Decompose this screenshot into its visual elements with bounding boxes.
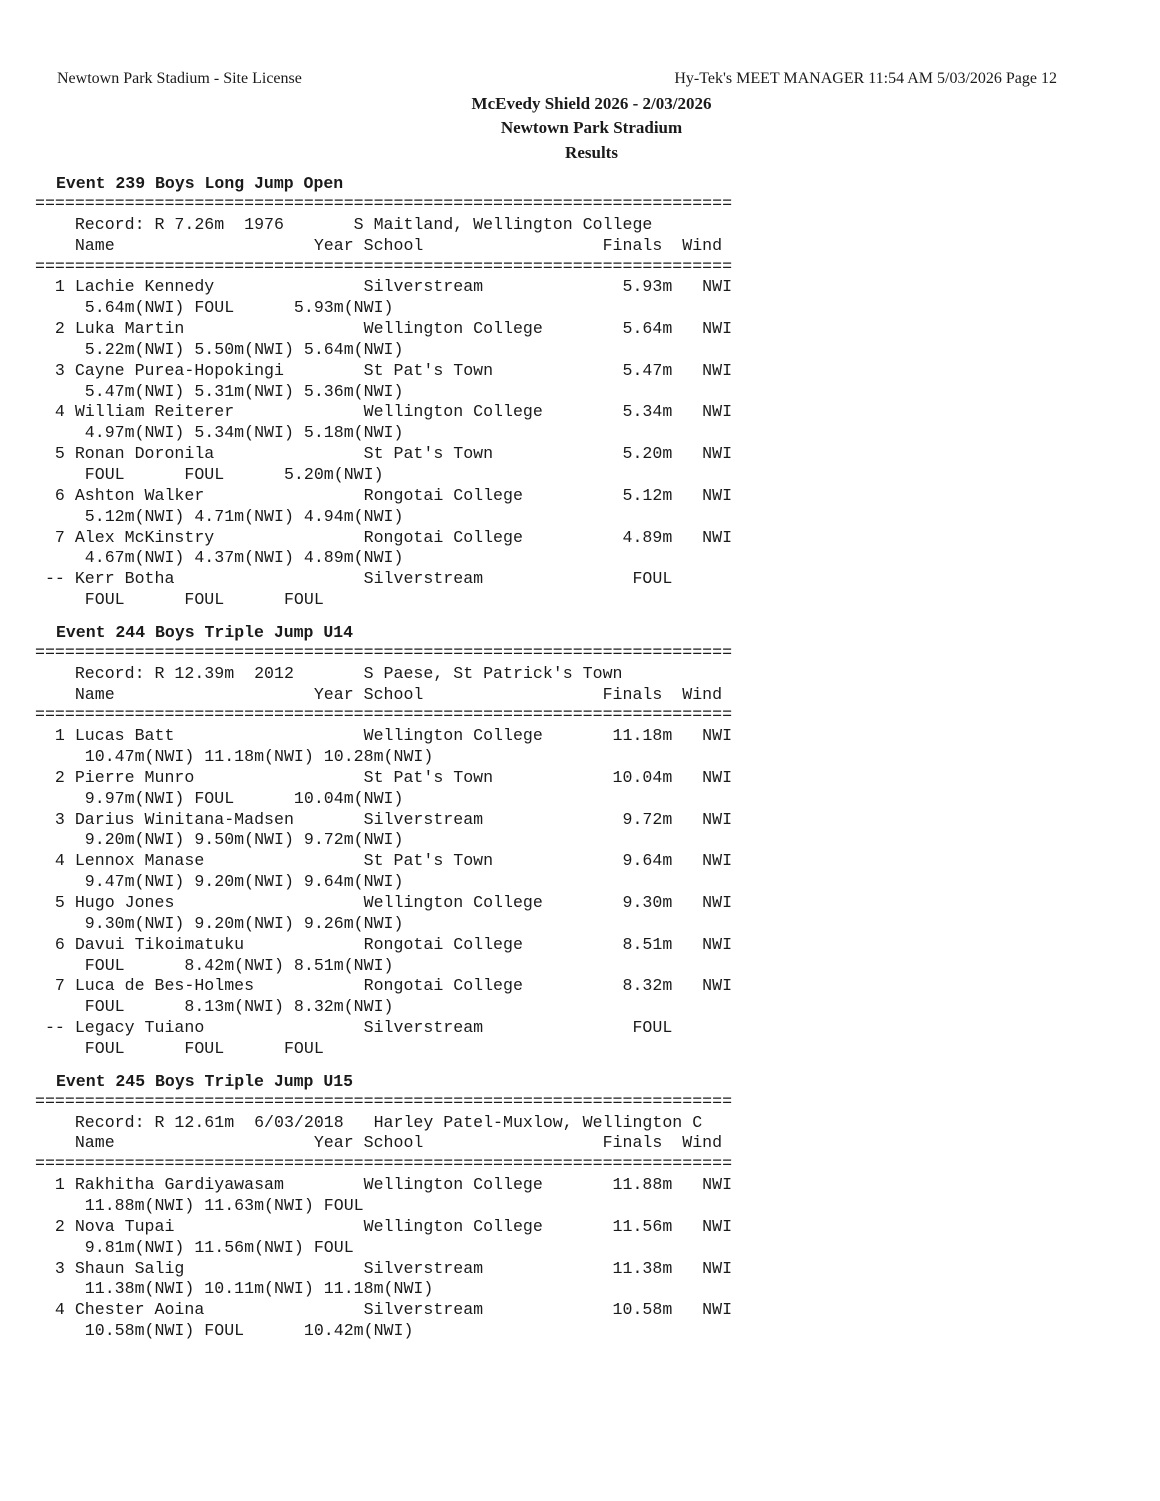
result-line: 11.88m(NWI) 11.63m(NWI) FOUL (35, 1195, 364, 1215)
result-line: 10.47m(NWI) 11.18m(NWI) 10.28m(NWI) (35, 747, 434, 767)
result-line: 10.58m(NWI) FOUL 10.42m(NWI) (35, 1321, 414, 1341)
result-line: FOUL FOUL FOUL (35, 1038, 324, 1058)
result-line: 2 Nova Tupai Wellington College 11.56m NWI (35, 1216, 733, 1236)
event-title: Event 244 Boys Triple Jump U14 (56, 622, 354, 642)
result-line: Record: R 7.26m 1976 S Maitland, Wellington College (35, 214, 653, 234)
separator-line: ====================================================================== (35, 642, 733, 662)
results-content (35, 173, 732, 1342)
result-line: 1 Rakhitha Gardiyawasam Wellington College 11.88m NWI (35, 1175, 733, 1195)
result-line: 5.12m(NWI) 4.71m(NWI) 4.94m(NWI) (35, 506, 404, 526)
result-line: 3 Shaun Salig Silverstream 11.38m NWI (35, 1258, 733, 1278)
results-listing (35, 194, 732, 611)
section-title: Results (565, 143, 618, 162)
result-line: FOUL 8.13m(NWI) 8.32m(NWI) (35, 997, 394, 1017)
result-line: 9.30m(NWI) 9.20m(NWI) 9.26m(NWI) (35, 913, 404, 933)
result-line: 11.38m(NWI) 10.11m(NWI) 11.18m(NWI) (35, 1279, 434, 1299)
event-title: Event 245 Boys Triple Jump U15 (56, 1071, 354, 1091)
result-line: Name Year School Finals Wind (35, 235, 723, 255)
result-line: 2 Pierre Munro St Pat's Town 10.04m NWI (35, 767, 733, 787)
results-listing (35, 1092, 732, 1342)
result-line: -- Kerr Botha Silverstream FOUL (35, 569, 673, 589)
result-line: 4 William Reiterer Wellington College 5.34m NWI (35, 402, 733, 422)
result-line: -- Legacy Tuiano Silverstream FOUL (35, 1018, 673, 1038)
result-line: 5.22m(NWI) 5.50m(NWI) 5.64m(NWI) (35, 339, 404, 359)
result-line: Name Year School Finals Wind (35, 1133, 723, 1153)
meet-title: McEvedy Shield 2026 - 2/03/2026 (471, 94, 712, 113)
result-line: FOUL 8.42m(NWI) 8.51m(NWI) (35, 955, 394, 975)
result-line: 1 Lachie Kennedy Silverstream 5.93m NWI (35, 277, 733, 297)
result-line: 9.97m(NWI) FOUL 10.04m(NWI) (35, 788, 404, 808)
result-line: 1 Lucas Batt Wellington College 11.18m NWI (35, 726, 733, 746)
results-listing (35, 643, 732, 1060)
separator-line: ====================================================================== (35, 1091, 733, 1111)
result-line: 4.67m(NWI) 4.37m(NWI) 4.89m(NWI) (35, 548, 404, 568)
result-line: 9.20m(NWI) 9.50m(NWI) 9.72m(NWI) (35, 830, 404, 850)
result-line: 4 Chester Aoina Silverstream 10.58m NWI (35, 1300, 733, 1320)
event-title: Event 239 Boys Long Jump Open (56, 174, 344, 193)
result-line: Record: R 12.61m 6/03/2018 Harley Patel-Muxlow, Wellington C (35, 1112, 703, 1132)
separator-line: ====================================================================== (35, 1154, 733, 1174)
result-line: 4 Lennox Manase St Pat's Town 9.64m NWI (35, 851, 733, 871)
result-line: FOUL FOUL 5.20m(NWI) (35, 464, 384, 484)
separator-line: ====================================================================== (35, 194, 733, 213)
meet-manager-header: Hy-Tek's MEET MANAGER 11:54 AM 5/03/2026 Page 12 (674, 70, 1057, 87)
result-line: Name Year School Finals Wind (35, 684, 723, 704)
result-line: 5 Hugo Jones Wellington College 9.30m NWI (35, 893, 733, 912)
result-line: 5.47m(NWI) 5.31m(NWI) 5.36m(NWI) (35, 381, 404, 401)
result-line: 6 Ashton Walker Rongotai College 5.12m NWI (35, 485, 733, 505)
event-244-section (35, 622, 732, 1060)
result-line: 4.97m(NWI) 5.34m(NWI) 5.18m(NWI) (35, 423, 404, 443)
result-line: 2 Luka Martin Wellington College 5.64m NWI (35, 319, 733, 339)
result-line: 9.47m(NWI) 9.20m(NWI) 9.64m(NWI) (35, 872, 404, 892)
venue-title: Newtown Park Stradium (500, 118, 683, 137)
result-line: 7 Luca de Bes-Holmes Rongotai College 8.32m NWI (35, 976, 733, 996)
result-line: 9.81m(NWI) 11.56m(NWI) FOUL (35, 1237, 354, 1257)
result-line: 6 Davui Tikoimatuku Rongotai College 8.51m NWI (35, 934, 733, 954)
result-line: 7 Alex McKinstry Rongotai College 4.89m NWI (35, 527, 733, 547)
result-line: 5 Ronan Doronila St Pat's Town 5.20m NWI (35, 444, 733, 464)
result-line: FOUL FOUL FOUL (35, 590, 324, 610)
separator-line: ====================================================================== (35, 256, 733, 276)
result-line: 3 Cayne Purea-Hopokingi St Pat's Town 5.47m NWI (35, 360, 733, 380)
separator-line: ====================================================================== (35, 705, 733, 725)
result-line: Record: R 12.39m 2012 S Paese, St Patrick's Town (35, 663, 623, 683)
site-license-header: Newtown Park Stadium - Site License (57, 70, 302, 87)
result-line: 5.64m(NWI) FOUL 5.93m(NWI) (35, 298, 394, 318)
result-line: 3 Darius Winitana-Madsen Silverstream 9.72m NWI (35, 809, 733, 829)
event-239-section (35, 173, 732, 611)
event-245-section (35, 1071, 732, 1342)
